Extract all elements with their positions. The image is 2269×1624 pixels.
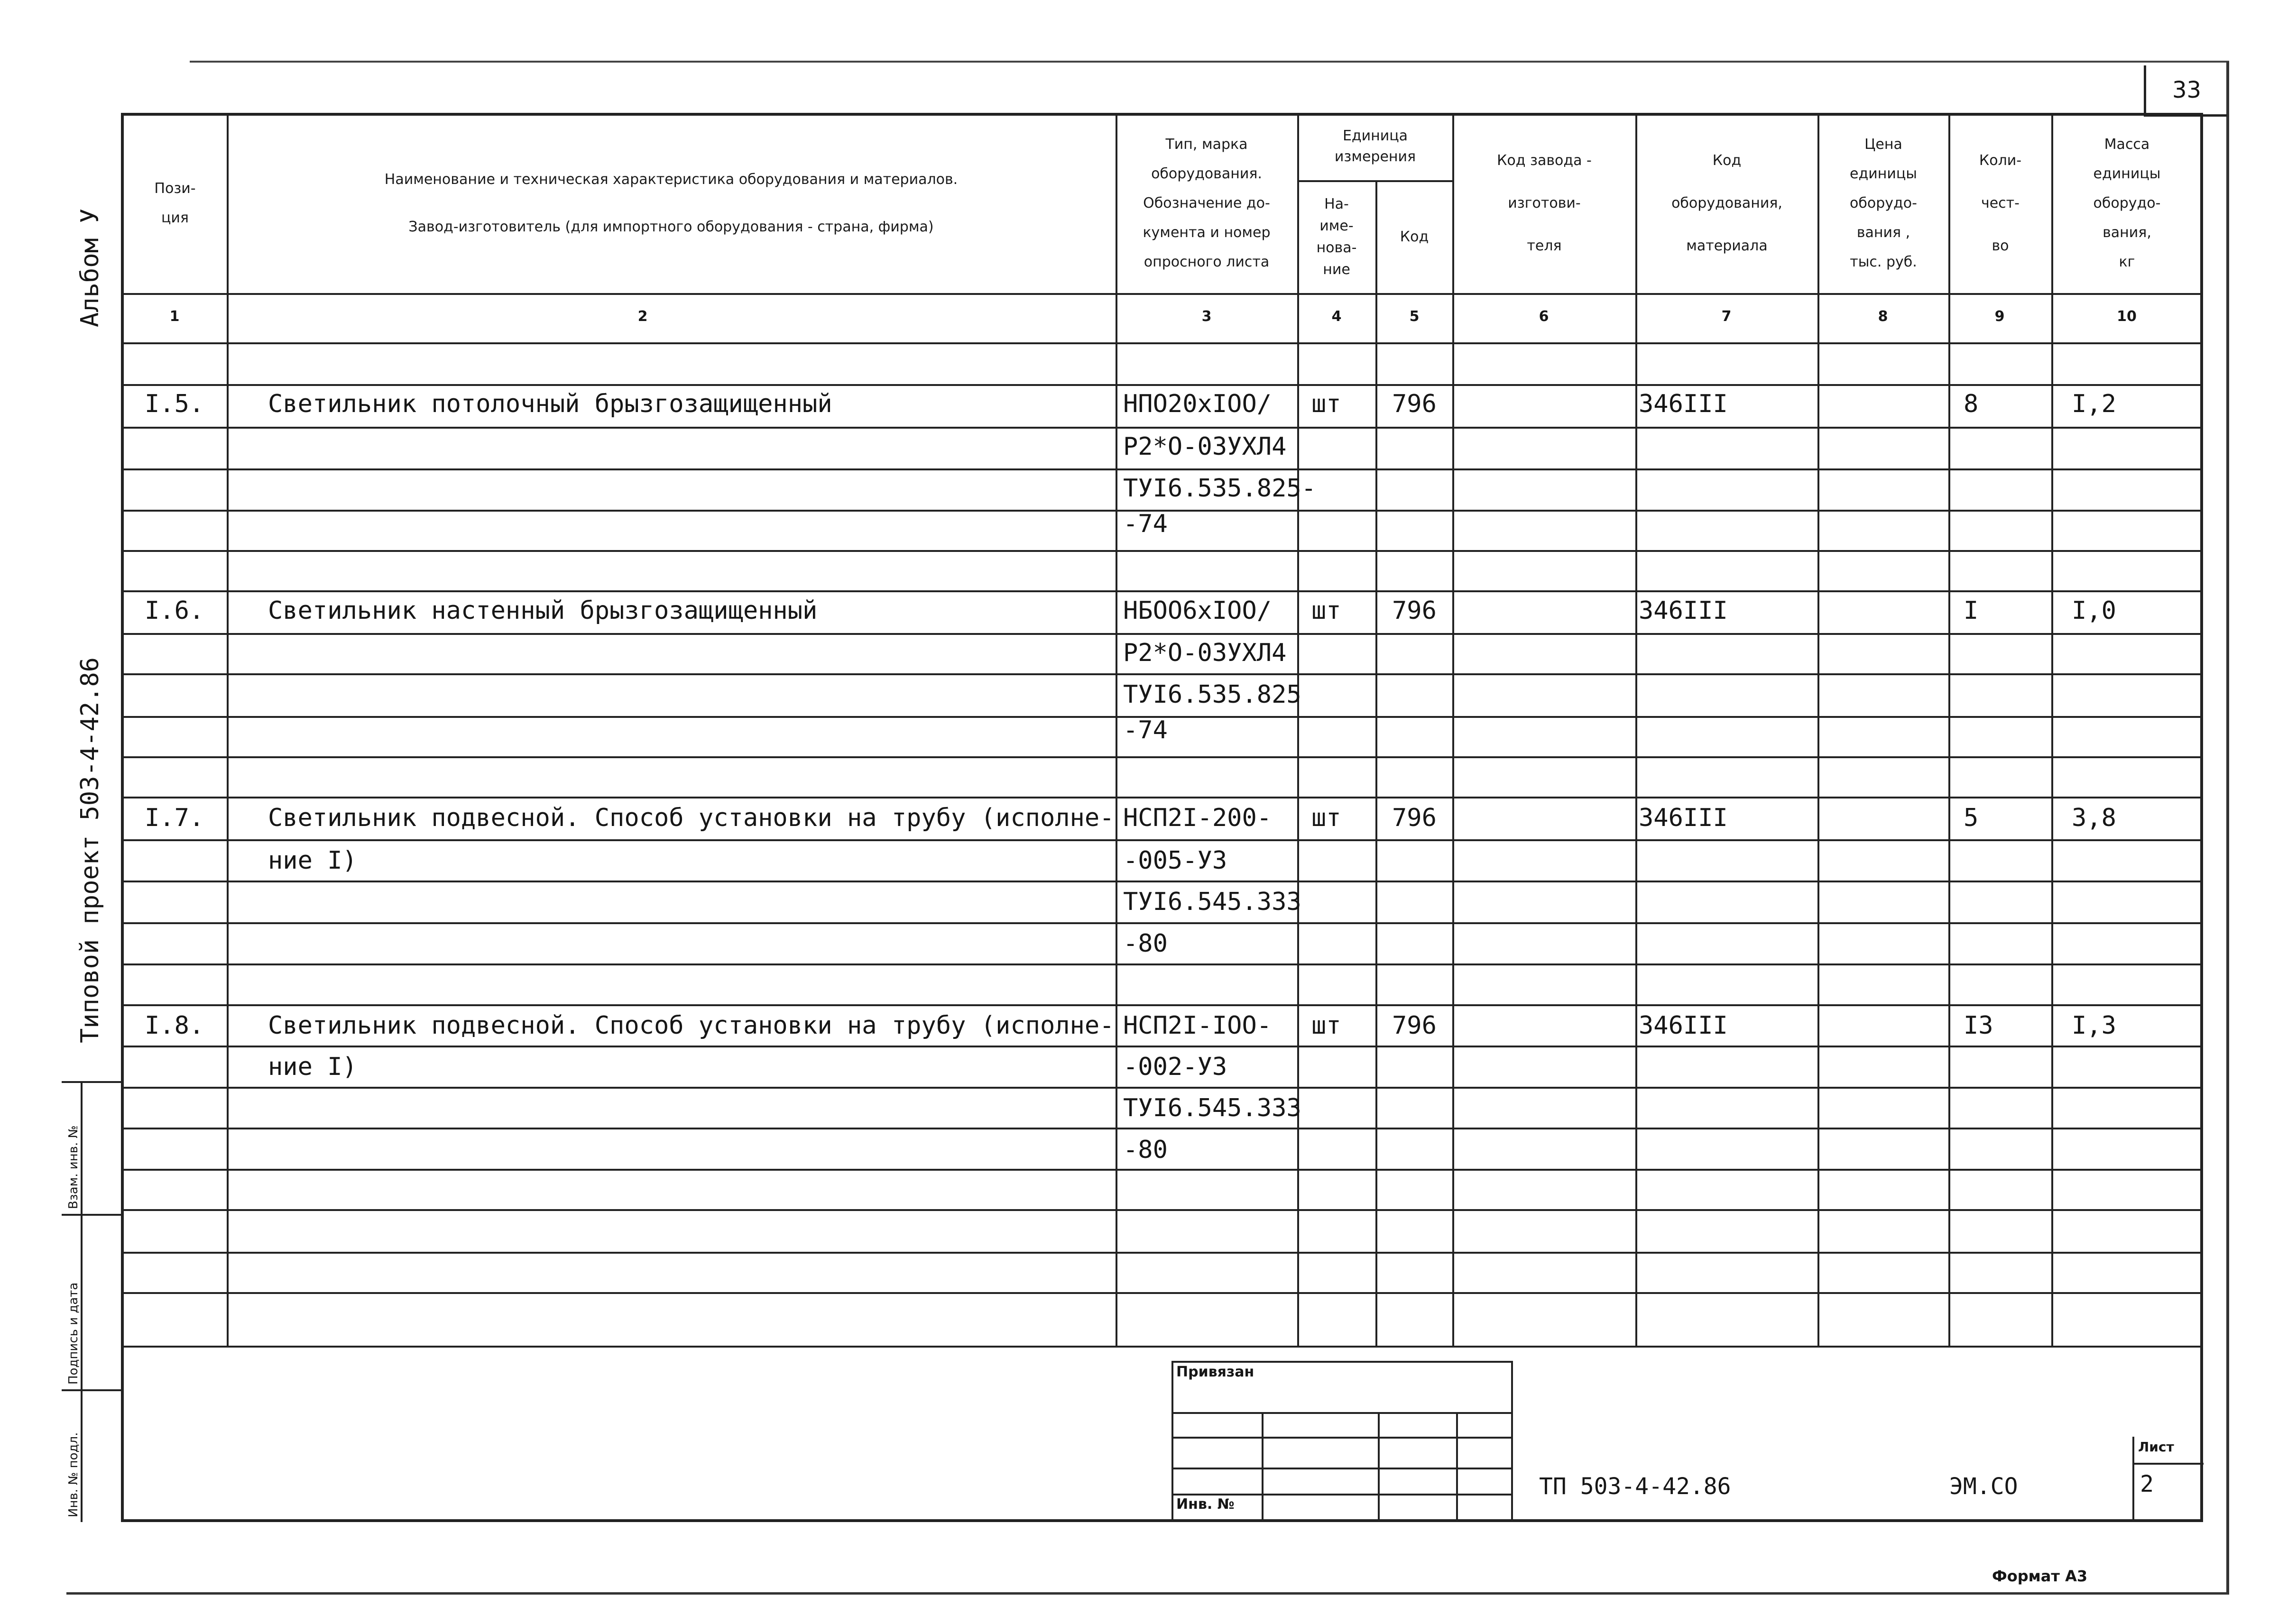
col-divider xyxy=(227,113,229,1346)
item-type: -002-У3 xyxy=(1123,1053,1227,1081)
title-block-line xyxy=(1456,1412,1458,1522)
item-type: Р2*О-03УХЛ4 xyxy=(1123,639,1287,667)
side-label-replace: Взам. инв. № xyxy=(66,1125,81,1209)
inv-number-label: Инв. № xyxy=(1176,1496,1235,1513)
col-number: 4 xyxy=(1331,308,1342,325)
side-stamp-divider xyxy=(62,1081,121,1083)
header-unit-code: Код xyxy=(1400,229,1429,245)
col-divider xyxy=(1375,180,1377,1346)
item-name: ние I) xyxy=(268,1053,357,1081)
col-number: 3 xyxy=(1201,308,1212,325)
row-line xyxy=(121,922,2203,924)
header-material-code: Код оборудования, материала xyxy=(1671,152,1782,254)
header-quantity: Коли- чест- во xyxy=(1979,152,2022,254)
item-type: -80 xyxy=(1123,1136,1168,1164)
side-stamp-line xyxy=(81,1081,83,1522)
title-block-line xyxy=(1378,1412,1380,1522)
title-block-line xyxy=(1262,1412,1264,1522)
title-block-line xyxy=(1171,1494,1513,1496)
item-type: Р2*О-03УХЛ4 xyxy=(1123,432,1287,461)
bound-label: Привязан xyxy=(1176,1364,1254,1380)
title-block-line xyxy=(1511,1361,1513,1522)
row-line xyxy=(121,384,2203,386)
item-unit: шт xyxy=(1311,390,1341,418)
col-divider xyxy=(1948,113,1950,1346)
col-divider xyxy=(1817,113,1819,1346)
title-block-line xyxy=(1171,1412,1513,1414)
item-unit-code: 796 xyxy=(1392,1011,1437,1040)
top-border-line xyxy=(190,61,2229,63)
col-divider xyxy=(1452,113,1454,1346)
row-line xyxy=(121,673,2203,675)
item-type: ТУI6.545.333 xyxy=(1123,1094,1301,1122)
col-number: 2 xyxy=(637,308,648,325)
paper-format: Формат А3 xyxy=(1992,1567,2088,1585)
row-line xyxy=(121,756,2203,758)
title-block-line xyxy=(2132,1437,2134,1522)
document-code: ТП 503-4-42.86 xyxy=(1539,1473,1731,1500)
document-mark: ЭМ.СО xyxy=(1949,1473,2018,1500)
col-number: 5 xyxy=(1409,308,1420,325)
header-price: Цена единицы оборудо- вания , тыс. руб. xyxy=(1850,136,1917,270)
row-line xyxy=(121,839,2203,841)
item-type: -80 xyxy=(1123,929,1168,958)
item-name: ние I) xyxy=(268,846,357,875)
outer-bottom-border xyxy=(66,1592,2229,1595)
project-label: Типовой проект 503-4-42.86 xyxy=(76,657,104,1043)
item-position: I.6. xyxy=(145,596,204,625)
item-type: НБОО6хIOO/ xyxy=(1123,596,1272,625)
title-block-line xyxy=(1171,1361,1513,1363)
item-type: НПО20хIOO/ xyxy=(1123,390,1272,418)
header-factory-code: Код завода - изготови- теля xyxy=(1497,152,1592,254)
col-divider xyxy=(1297,113,1299,1346)
item-mass: I,3 xyxy=(2072,1011,2116,1040)
header-bottom-line xyxy=(121,293,2203,295)
item-type: ТУI6.545.333 xyxy=(1123,888,1301,916)
item-mass: 3,8 xyxy=(2072,804,2116,832)
row-line xyxy=(121,427,2203,429)
col-number: 8 xyxy=(1878,308,1888,325)
col-number: 1 xyxy=(169,308,180,325)
item-material-code: 346III xyxy=(1639,804,1728,832)
item-material-code: 346III xyxy=(1639,390,1728,418)
col-divider xyxy=(1635,113,1637,1346)
header-mass: Масса единицы оборудо- вания, кг xyxy=(2093,136,2161,270)
row-line xyxy=(121,881,2203,882)
row-line xyxy=(121,1004,2203,1006)
item-name: Светильник потолочный брызгозащищенный xyxy=(268,390,832,418)
numbers-row-line xyxy=(121,342,2203,344)
item-unit-code: 796 xyxy=(1392,596,1437,625)
item-type: НСП2I-IOO- xyxy=(1123,1011,1272,1040)
row-line xyxy=(121,590,2203,592)
item-quantity: I3 xyxy=(1964,1011,1993,1040)
row-line xyxy=(121,1209,2203,1211)
item-unit: шт xyxy=(1311,804,1341,832)
outer-right-border xyxy=(2226,62,2229,1593)
title-block-line xyxy=(2132,1463,2204,1465)
header-name: Наименование и техническая характеристика оборудования и материалов. Завод-изготовитель (для импортного оборудования - страна, фирма) xyxy=(384,171,958,235)
row-line xyxy=(121,1046,2203,1047)
item-quantity: 5 xyxy=(1964,804,1979,832)
item-position: I.7. xyxy=(145,804,204,832)
col-number: 6 xyxy=(1539,308,1549,325)
item-quantity: I xyxy=(1964,596,1979,625)
col-divider xyxy=(1116,113,1117,1346)
item-mass: I,2 xyxy=(2072,390,2116,418)
row-line xyxy=(121,550,2203,552)
side-label-sign: Подпись и дата xyxy=(66,1282,81,1385)
item-type: -74 xyxy=(1123,716,1168,744)
header-position: Пози- ция xyxy=(154,180,196,226)
item-unit-code: 796 xyxy=(1392,804,1437,832)
item-type: НСП2I-200- xyxy=(1123,804,1272,832)
side-stamp-divider xyxy=(62,1214,121,1216)
item-type: ТУI6.535.825- xyxy=(1123,474,1316,503)
row-line xyxy=(121,468,2203,470)
row-line xyxy=(121,1346,2203,1348)
item-material-code: 346III xyxy=(1639,1011,1728,1040)
sheet-label: Лист xyxy=(2138,1439,2174,1455)
item-type: -74 xyxy=(1123,510,1168,538)
item-name: Светильник настенный брызгозащищенный xyxy=(268,596,818,625)
item-type: -005-У3 xyxy=(1123,846,1227,875)
header-unit-name: На- име- нова- ние xyxy=(1316,196,1357,278)
album-label: Альбом У xyxy=(76,208,104,327)
header-unit: Единица измерения xyxy=(1334,128,1416,165)
side-stamp-divider xyxy=(62,1389,121,1391)
item-unit-code: 796 xyxy=(1392,390,1437,418)
row-line xyxy=(121,1252,2203,1254)
row-line xyxy=(121,797,2203,798)
item-unit: шт xyxy=(1311,1011,1341,1040)
side-label-inv: Инв. № подл. xyxy=(66,1432,81,1517)
row-line xyxy=(121,1087,2203,1089)
item-quantity: 8 xyxy=(1964,390,1979,418)
col-divider xyxy=(2051,113,2053,1346)
col-number: 7 xyxy=(1721,308,1732,325)
item-name: Светильник подвесной. Способ установки на трубу (исполне- xyxy=(268,804,1115,832)
item-position: I.5. xyxy=(145,390,204,418)
header-type: Тип, марка оборудования. Обозначение до- кумента и номер опросного листа xyxy=(1143,136,1271,270)
item-position: I.8. xyxy=(145,1011,204,1040)
row-line xyxy=(121,633,2203,635)
sheet-number: 2 xyxy=(2140,1471,2154,1497)
item-unit: шт xyxy=(1311,596,1341,625)
page-number: 33 xyxy=(2144,65,2227,117)
col-number: 10 xyxy=(2117,308,2137,325)
item-name: Светильник подвесной. Способ установки на трубу (исполне- xyxy=(268,1011,1115,1040)
title-block-line xyxy=(1171,1437,1513,1439)
col-number: 9 xyxy=(1994,308,2005,325)
item-mass: I,0 xyxy=(2072,596,2116,625)
row-line xyxy=(121,1128,2203,1129)
row-line xyxy=(121,1169,2203,1171)
title-block-line xyxy=(1171,1468,1513,1469)
title-block-line xyxy=(1171,1361,1173,1522)
row-line xyxy=(121,963,2203,965)
item-type: ТУI6.535.825 xyxy=(1123,680,1301,709)
item-material-code: 346III xyxy=(1639,596,1728,625)
row-line xyxy=(121,1292,2203,1294)
